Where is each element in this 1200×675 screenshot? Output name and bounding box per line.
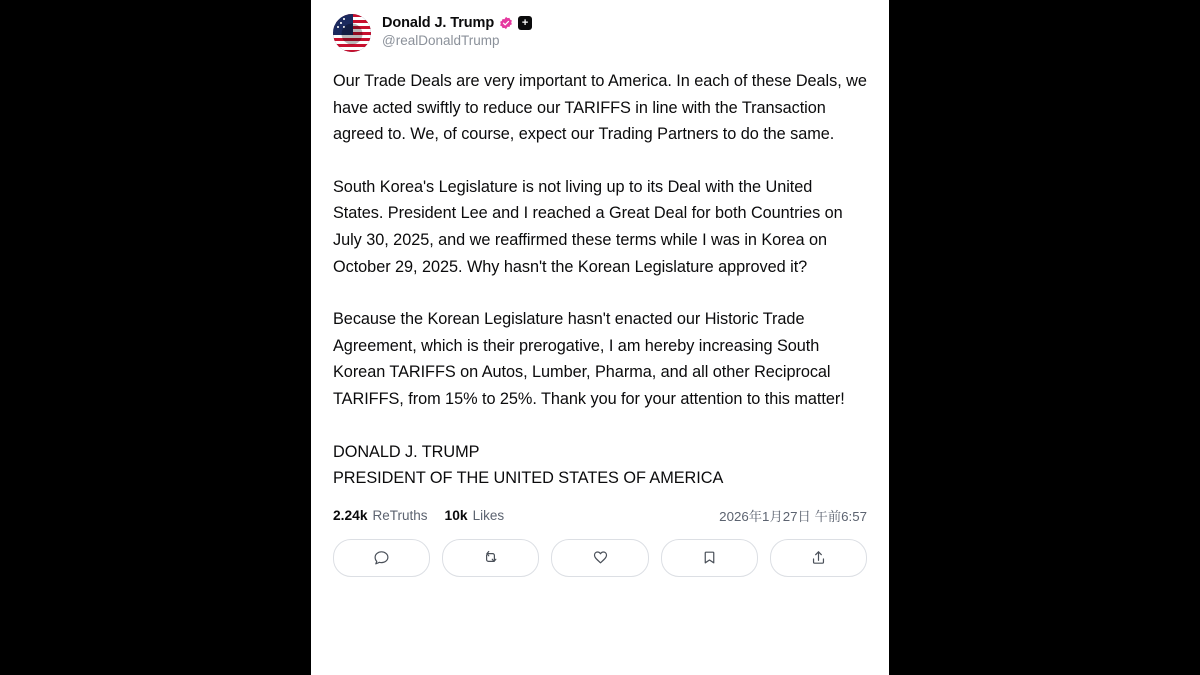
author-display-name[interactable]: Donald J. Trump [382,15,495,31]
post-paragraph: South Korea's Legislature is not living up to its Deal with the United States. President Lee and I reached a Great Deal for both Countries on July 30, 2025, and we reaffirmed these terms while I was in Korea on October 29, 2025. Why hasn't the Korean Legislature approved it? [333,177,848,276]
share-button[interactable] [770,539,867,577]
signature-line-2: PRESIDENT OF THE UNITED STATES OF AMERICA [333,469,724,488]
verified-check-icon [499,16,513,30]
bookmark-icon [701,549,718,566]
comment-icon [373,549,390,566]
post-stats [333,508,504,523]
post-header [333,14,867,52]
like-button[interactable] [551,539,648,577]
retweet-icon [482,549,499,566]
author-handle[interactable]: @realDonaldTrump [382,33,500,48]
post-paragraph: Because the Korean Legislature hasn't enacted our Historic Trade Agreement, which is their prerogative, I am hereby increasing South Korean TARIFFS on Autos, Lumber, Pharma, and all other Reciprocal TARIFFS, from 15% to 25%. Thank you for your attention to this matter! [333,310,845,408]
retruths-count[interactable]: 2.24k [333,507,368,523]
post-paragraph: Our Trade Deals are very important to America. In each of these Deals, we have acted swiftly to reduce our TARIFFS in line with the Transaction agreed to. We, of course, expect our Trading Partners to do the same. [333,72,872,144]
retruths-label: ReTruths [372,507,428,523]
reply-button[interactable] [333,539,430,577]
post-timestamp: 2026年1月27日 午前6:57 [719,508,867,524]
retruth-button[interactable] [442,539,539,577]
bookmark-button[interactable] [661,539,758,577]
us-flag-avatar[interactable] [333,14,371,52]
likes-count[interactable]: 10k [444,507,468,523]
heart-icon [592,549,609,566]
signature-line-1: DONALD J. TRUMP [333,442,480,461]
share-icon [810,549,827,566]
likes-label: Likes [472,507,505,523]
plus-badge-icon: + [518,16,532,30]
author-name-row [382,15,532,31]
author-name-block [382,14,532,48]
post-signature [333,439,867,492]
avatar-portrait [342,23,363,44]
social-post-card [311,0,889,675]
post-meta-row [333,506,867,525]
post-action-bar [333,539,867,577]
post-body [333,68,872,492]
